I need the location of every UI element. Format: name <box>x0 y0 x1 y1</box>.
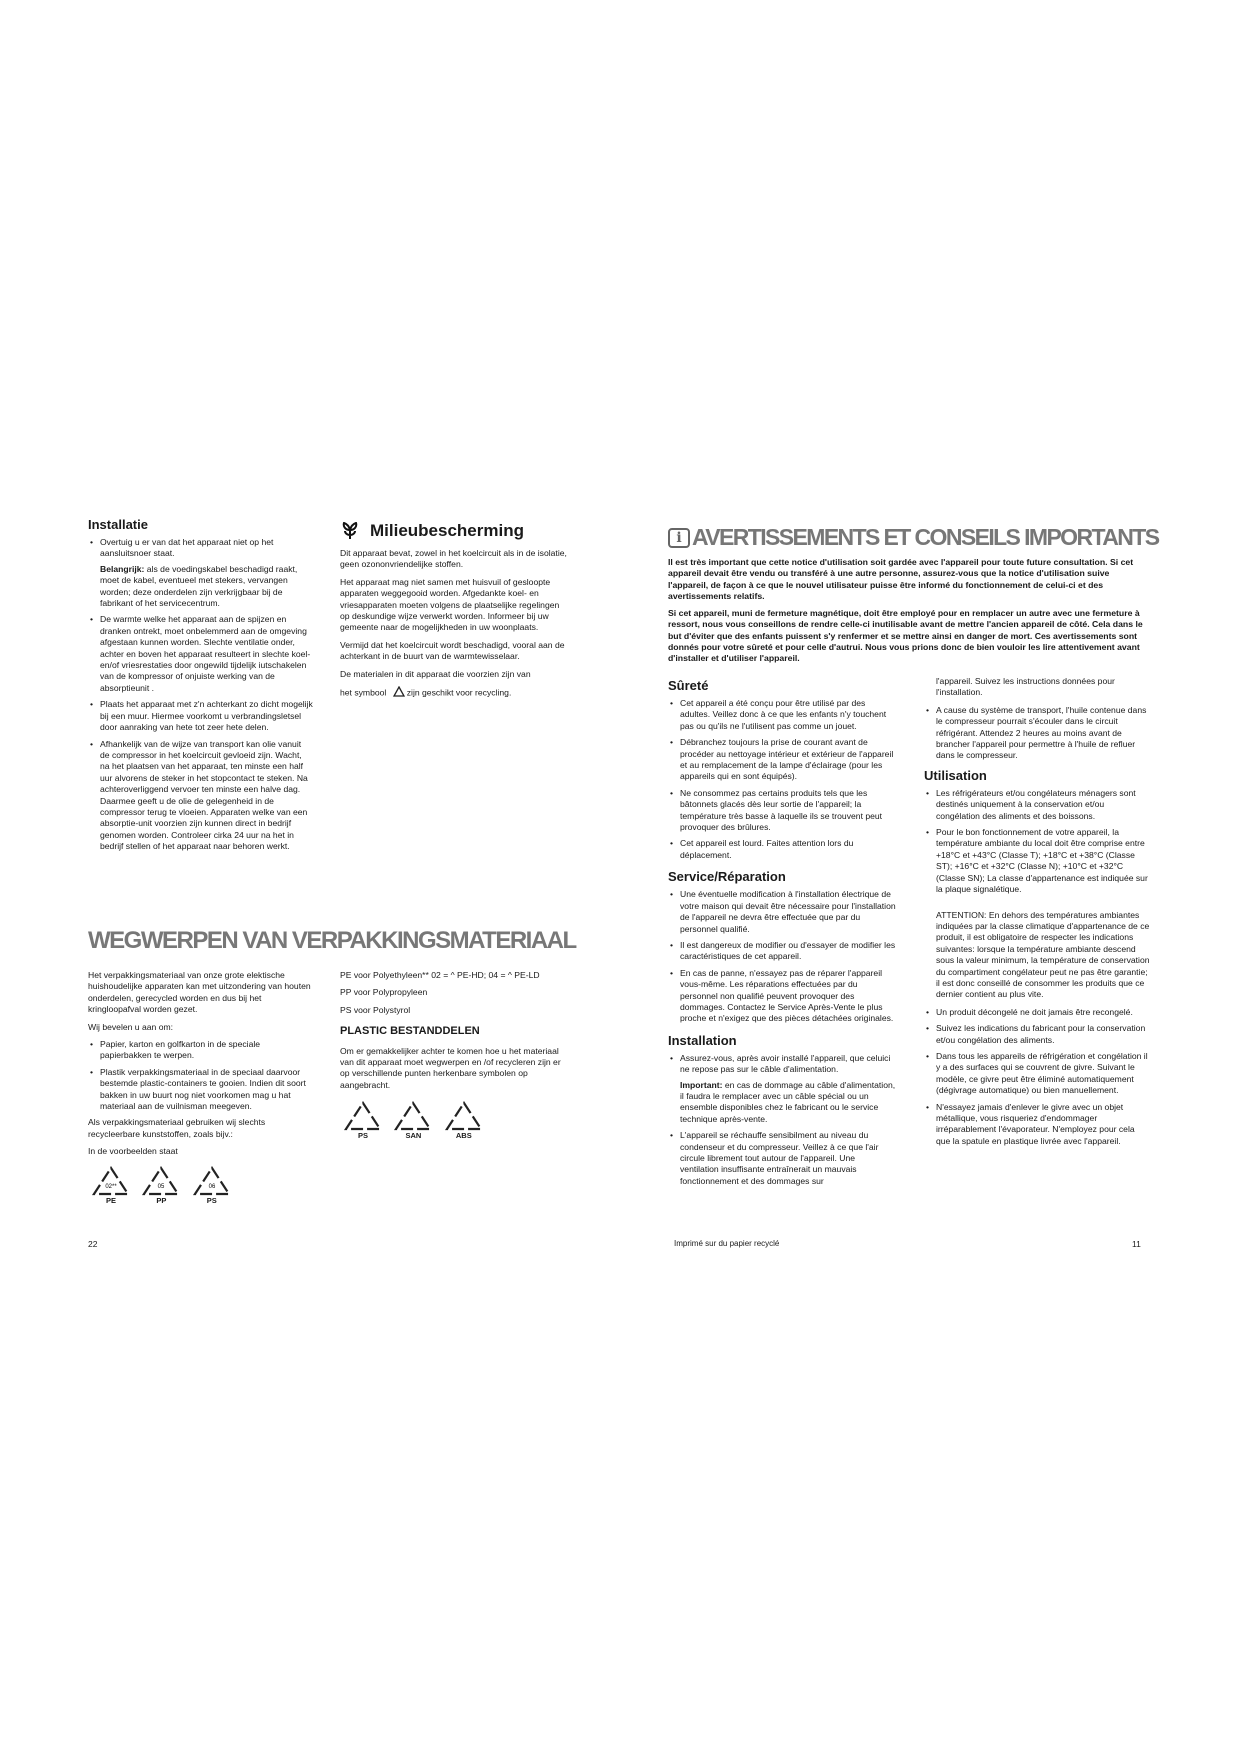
pp-line: PP voor Polypropyleen <box>340 987 428 998</box>
milieu-section <box>340 522 570 706</box>
avert-intro-2: Si cet appareil, muni de fermeture magnétique, doit être employé pour en remplacer un autre avec une fermeture à ressort, nous vous conseillons de rendre celle-ci inutilisable avant de mettre l'ancien appareil de côté. Cela dans le but d'éviter que des enfants puissent s'y renfermer et se mettre ainsi en danger de mort. Ces avertissements sont donnés pour votre sûreté et pour celle d'autrui. Nous vous prions donc de bien vouloir les lire attentivement avant d'installer et d'utiliser l'appareil. <box>668 608 1143 664</box>
info-icon: i <box>668 528 690 548</box>
plastic-paragraph: Om er gemakkelijker achter te komen hoe u het materiaal van dit apparaat moet wegwerpen en /of recycleren zijn er op verschillende punten herkenbare symbolen op aangebracht. <box>340 1045 561 1090</box>
important-note: Belangrijk: als de voedingskabel beschadigd raakt, moet de kabel, eventueel met stekers, vervangen worden; deze onderdelen zijn verkrijgbaar bij de fabrikant of het servicecentrum. <box>100 563 298 609</box>
attention-text: ATTENTION: En dehors des températures ambiantes indiquées par la classe climatique d'appartenance de ce produit, il est obligatoire de respecter les indications suivantes: lorsque la température ambiante descend sous la valeur minimum, la température de conservation du compartiment congélateur peut ne pas être garantie; il est donc conseillé de consommer les produits que ce dernier contient au plus vite. <box>936 909 1150 1000</box>
list-item: • Papier, karton en golfkarton in de speciale papierbakken te werpen. <box>88 1039 313 1062</box>
wegwerpen-p1: Het verpakkingsmateriaal van onze grote elektische huishoudelijke apparaten kan met uitzondering van houten onderdelen, gerecycled worden en dus bij het kringloopafval worden gezet. <box>88 970 311 1015</box>
wegwerpen-p2: Wij bevelen u aan om: <box>88 1021 174 1032</box>
recycle-symbol-pp <box>138 1166 184 1205</box>
recycle-symbol-ps2 <box>340 1101 386 1140</box>
avert-intro <box>668 557 1150 671</box>
avert-title: AVERTISSEMENTS ET CONSEILS IMPORTANTS <box>692 524 1159 550</box>
page-number-right: 11 <box>1132 1239 1141 1249</box>
list-item: • Débranchez toujours la prise de courant avant de procéder au nettoyage intérieur et extérieur de l'appareil et au remplacement de la lampe d'éclairage (pour les appareils qui en sont équipés). <box>668 737 896 783</box>
avert-intro-1: Il est très important que cette notice d'utilisation soit gardée avec l'appareil pour toute future consultation. Si cet appareil devait être vendu ou transféré à une autre personne, assurez-vous que la notice d'utilisation suive l'appareil, de façon à ce que le nouvel utilisateur puisse être informé du fonctionnement de celui-ci et des avertissements relatifs. <box>668 557 1134 601</box>
milieu-p4: De materialen in dit apparaat die voorzien zijn van <box>340 668 531 679</box>
milieu-p2: Het apparaat mag niet samen met huisvuil of gesloopte apparaten weggegooid worden. Afgedankte koel- en vriesapparaten moeten volgens de plaatselijke regelingen op deskundige wijze verwerkt worden. Informeer bij uw gemeente naar de mogelijkheden in uw woonplaats. <box>340 576 560 633</box>
list-item: • Suivez les indications du fabricant pour la conservation et/ou congélation des aliments. <box>924 1023 1150 1046</box>
list-item: • Les réfrigérateurs et/ou congélateurs ménagers sont destinés uniquement à la conservation et/ou congélation des aliments et des boissons. <box>924 788 1150 822</box>
symbol-label: ABS <box>455 1131 472 1141</box>
list-item: • Dans tous les appareils de réfrigération et congélation il y a des surfaces qui se couvrent de givre. Suivant le modèle, ce givre peut être éliminé automatiquement (dégivrage automatique) ou bien manuellement. <box>924 1051 1150 1097</box>
installatie-section <box>88 517 313 858</box>
list-item: • Overtuig u er van dat het apparaat niet op het aansluitsnoer staat. Belangrijk: als de voedingskabel beschadigd raakt, moet de kabel, eventueel met stekers, vervangen worden; deze onderdelen zijn verkrijgbaar bij de fabrikant of het servicecentrum. <box>88 537 313 609</box>
avert-header <box>668 524 1158 551</box>
list-item: • L'appareil se réchauffe sensibilment au niveau du condenseur et du compresseur. Veillez à ce que l'air circule librement tout autour de l'appareil. Une ventilation insuffisante entraînerait un mauvais fonctionnement et des dommages sur <box>668 1130 896 1187</box>
milieu-title: Milieubescherming <box>370 521 524 541</box>
symbol-label: PS <box>357 1131 368 1141</box>
list-item: • Afhankelijk van de wijze van transport kan olie vanuit de compressor in het koelcircuit gevloeid zijn. Wacht, na het plaatsen van het apparaat, ten minste een half uur alvorens de steker in het stopcontact te steken. Na achteroverliggend vervoer ten minste een halve dag. Daarmee geeft u de olie de gelegenheid in de compressor terug te vloeien. Apparaten welke van een absorptie-unit voorzien zijn kunnen direct in bedrijf genomen worden. Controleer cirka 24 uur na het in bedrijf stellen of het apparaat naar behoren werkt. <box>88 739 313 853</box>
utilisation-title: Utilisation <box>924 767 987 783</box>
recycle-symbol-ps <box>189 1166 235 1205</box>
installatie-title: Installatie <box>88 517 148 532</box>
wegwerpen-right <box>340 970 570 1140</box>
continued-text: l'appareil. Suivez les instructions données pour l'installation. <box>936 676 1115 698</box>
milieu-p5b: zijn geschikt voor recycling. <box>406 687 512 698</box>
list-item: • Assurez-vous, après avoir installé l'appareil, que celuici ne repose pas sur le câble d'alimentation. Important: en cas de dommage au câble d'alimentation, il faudra le remplacer avec un câble spécial ou un ensemble disponibles chez le fabricant ou le service technique après-vente. <box>668 1053 896 1125</box>
milieu-p3: Vermijd dat het koelcircuit wordt beschadigd, vooral aan de achterkant in de buurt van de warmtewisselaar. <box>340 639 565 662</box>
milieu-p1: Dit apparaat bevat, zowel in het koelcircuit als in de isolatie, geen ozononvriendelijke stoffen. <box>340 548 567 570</box>
wegwerpen-left <box>88 970 313 1205</box>
page-number-left: 22 <box>88 1239 98 1249</box>
symbol-number: 02** <box>105 1183 117 1190</box>
important-note: Important: en cas de dommage au câble d'alimentation, il faudra le remplacer avec un câble spécial ou un ensemble disponibles chez le fabricant ou le service technique après-vente. <box>680 1079 896 1124</box>
flower-icon <box>340 522 360 540</box>
list-item: • En cas de panne, n'essayez pas de réparer l'appareil vous-même. Les réparations effectuées par du personnel non qualifié peuvent provoquer des dommages. Contactez le Service Après-Vente le plus proche et n'exigez que des pièces détachées originales. <box>668 968 896 1025</box>
list-item: • Une éventuelle modification à l'installation électrique de votre maison qui devait être nécessaire pour l'installation de l'appareil ne devra être effectuée que par du personnel qualifié. <box>668 889 896 935</box>
list-item: • Pour le bon fonctionnement de votre appareil, la température ambiante du local doit être comprise entre +18°C et +43°C (Classe T); +18°C et +38°C (Classe ST); +16°C et +32°C (Classe N); +10°C et +32°C (Classe SN); La classe d'appartenance est indiquée sur la plaque signalétique. <box>924 827 1150 895</box>
ps-line: PS voor Polystyrol <box>340 1004 411 1015</box>
list-item: • Ne consommez pas certains produits tels que les bâtonnets glacés dès leur sortie de l'appareil; la température très basse à laquelle ils se trouvent peut provoquer des brûlures. <box>668 788 896 834</box>
symbol-label: PS <box>206 1195 217 1205</box>
symbol-number: 05 <box>158 1183 165 1190</box>
recycle-symbol-san <box>390 1101 436 1140</box>
wegwerpen-p4: In de voorbeelden staat <box>88 1146 178 1157</box>
symbol-number: 06 <box>208 1183 216 1190</box>
wegwerpen-p3: Als verpakkingsmateriaal gebruiken wij slechts recycleerbare kunststoffen, zoals bijv.: <box>88 1117 266 1139</box>
wegwerpen-title: WEGWERPEN VAN VERPAKKINGSMATERIAAL <box>88 927 576 954</box>
milieu-p5a: het symbool <box>340 687 387 698</box>
list-item: • Cet appareil est lourd. Faites attention lors du déplacement. <box>668 838 896 861</box>
list-item: • N'essayez jamais d'enlever le givre avec un objet métallique, vous risqueriez d'endommager irréparablement l'évaporateur. N'employez pour cela que la spatule en plastique livrée avec l'appareil. <box>924 1102 1150 1148</box>
pe-line: PE voor Polyethyleen** 02 = ^ PE-HD; 04 = ^ PE-LD <box>340 970 540 980</box>
installation-title: Installation <box>668 1032 737 1048</box>
list-item: • A cause du système de transport, l'huile contenue dans le compresseur pourrait s'écouler dans le circuit réfrigérant. Attendez 2 heures au moins avant de brancher l'appareil pour permettre à l'huile de refluer dans le compresseur. <box>924 705 1150 762</box>
fr-column-left <box>668 678 896 1192</box>
recycle-symbol-pe <box>88 1166 134 1205</box>
recycled-paper-note: Imprimé sur du papier recyclé <box>674 1239 780 1248</box>
list-item: • De warmte welke het apparaat aan de spijzen en dranken ontrekt, moet onbelemmerd aan de omgeving afgestaan kunnen worden. Slechte ventilatie onder, achter en boven het apparaat resulteert in slechte koel-en/of vriesrestaties door ongewild tijdelijk iutschakelen van de kompressor of onjuiste werking van de absorptieunit . <box>88 614 313 694</box>
service-title: Service/Réparation <box>668 869 786 885</box>
surete-title: Sûreté <box>668 678 709 693</box>
list-item: • Plaats het apparaat met z'n achterkant zo dicht mogelijk bij een muur. Hiermee voorkomt u verbrandingsletsel door aanraking van hete tot zeer hete delen. <box>88 699 313 733</box>
symbol-label: PP <box>156 1195 167 1205</box>
plastic-symbols-row <box>340 1101 570 1140</box>
symbol-label: PE <box>105 1195 116 1205</box>
list-item: • Plastik verpakkingsmateriaal in de speciaal daarvoor bestemde plastic-containers te gooien. Indien dit soort bakken in uw buurt nog niet voorkomen mag u hat materiaal aan de vuilnisman meegeven. <box>88 1067 313 1113</box>
fr-column-right <box>924 676 1150 1152</box>
list-item: • Il est dangereux de modifier ou d'essayer de modifier les caractéristiques de cet appareil. <box>668 940 896 963</box>
recycle-icon <box>393 686 405 700</box>
symbol-label: SAN <box>405 1131 422 1141</box>
list-item: • Cet appareil a été conçu pour être utilisé par des adultes. Veillez donc à ce que les enfants n'y touchent pas ou qu'ils ne l'utilisent pas comme un jouet. <box>668 698 896 732</box>
list-item: • Un produit décongelé ne doit jamais être recongelé. <box>924 1007 1150 1018</box>
plastic-title: PLASTIC BESTANDDELEN <box>340 1025 480 1038</box>
recycle-symbol-abs <box>441 1101 487 1140</box>
recycle-symbols-row <box>88 1166 313 1205</box>
